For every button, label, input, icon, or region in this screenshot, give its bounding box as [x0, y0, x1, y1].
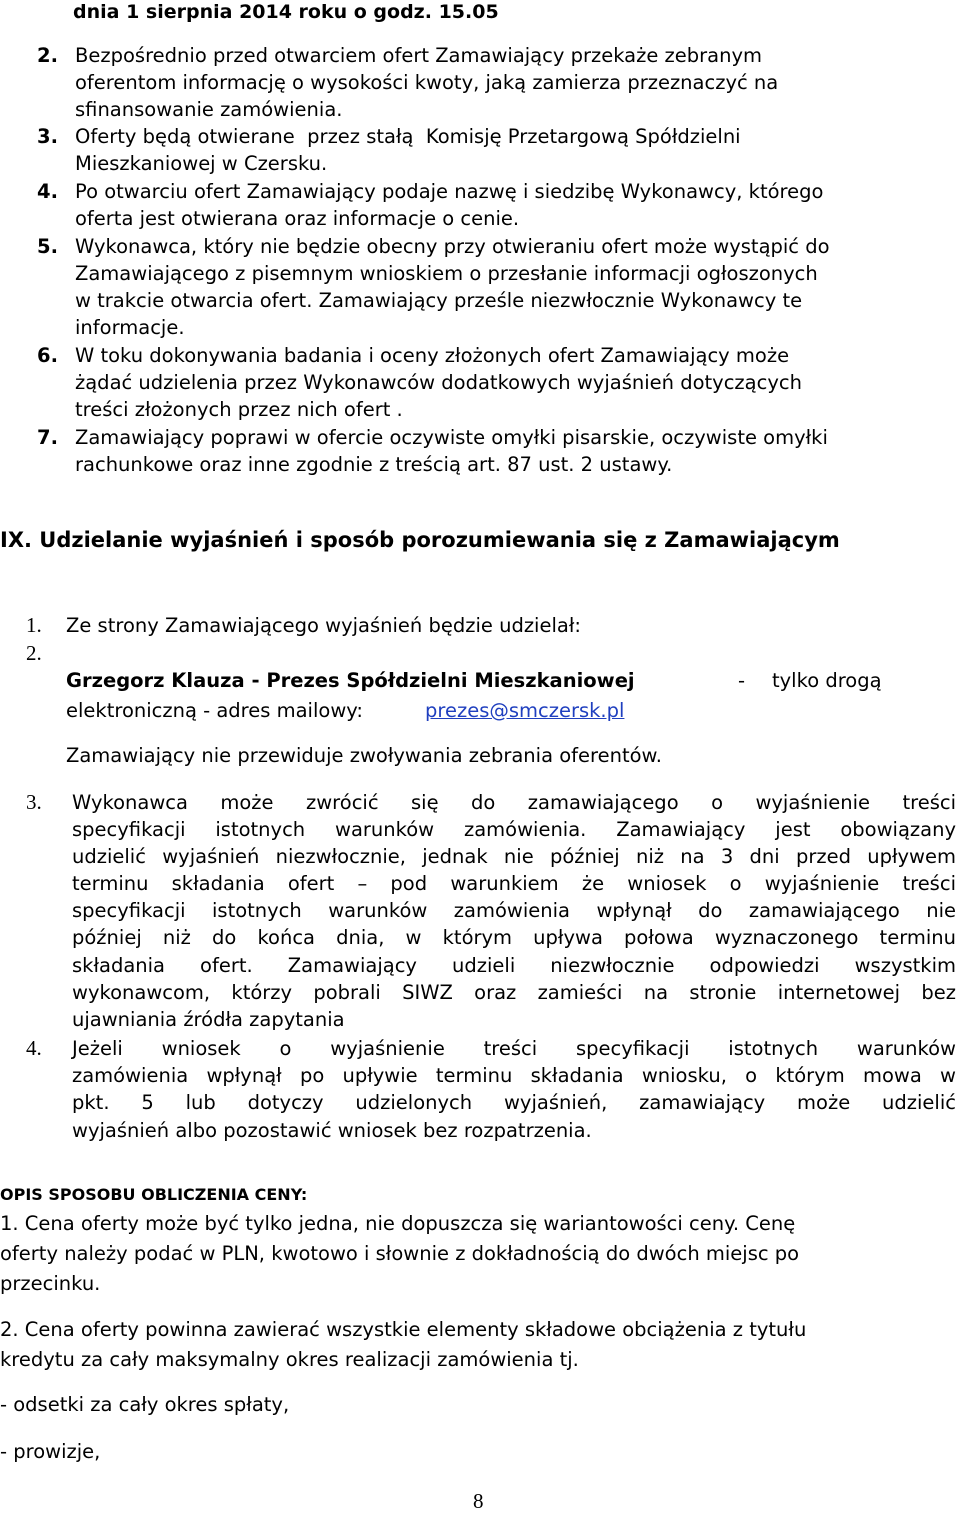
list-item-line: wyjaśnień albo pozostawić wniosek bez rozpatrzenia.: [72, 1119, 592, 1142]
pricing-paragraph-line: 2. Cena oferty powinna zawierać wszystkie elementy składowe obciążenia z tytułu: [0, 1318, 807, 1341]
list-item-line: pkt. 5 lub dotyczy udzielonych wyjaśnień, zamawiający może udzielić: [72, 1091, 956, 1114]
pricing-paragraph-line: przecinku.: [0, 1272, 101, 1295]
pricing-paragraph-line: 1. Cena oferty może być tylko jedna, nie dopuszcza się wariantowości ceny. Cenę: [0, 1212, 796, 1235]
list-item-line: Mieszkaniowej w Czersku.: [75, 152, 328, 175]
list-number: 5.: [37, 235, 58, 258]
date-line: dnia 1 sierpnia 2014 roku o godz. 15.05: [73, 1, 499, 23]
list-item-line: zamówienia wpłynął po upływie terminu składania wniosku, o którym mowa w: [72, 1064, 956, 1087]
list-item-line: specyfikacji istotnych warunków zamówienia. Zamawiający jest obowiązany: [72, 818, 956, 841]
list-number: 2.: [26, 641, 42, 665]
list-number: 6.: [37, 344, 58, 367]
email-link[interactable]: prezes@smczersk.pl: [425, 699, 625, 722]
contact-person: Grzegorz Klauza - Prezes Spółdzielni Mieszkaniowej: [66, 669, 635, 692]
pricing-bullet: - prowizje,: [0, 1440, 101, 1463]
list-item-line: później niż do końca dnia, w którym upływa połowa wyznaczonego terminu: [72, 926, 956, 949]
pricing-paragraph-line: oferty należy podać w PLN, kwotowo i słownie z dokładnością do dwóch miejsc po: [0, 1242, 800, 1265]
list-item-line: Bezpośrednio przed otwarciem ofert Zamawiający przekaże zebranym: [75, 44, 763, 67]
pricing-heading: OPIS SPOSOBU OBLICZENIA CENY:: [0, 1185, 308, 1204]
list-number: 3.: [26, 790, 42, 814]
pricing-paragraph-line: kredytu za cały maksymalny okres realizacji zamówienia tj.: [0, 1348, 579, 1371]
list-item-line: W toku dokonywania badania i oceny złożonych ofert Zamawiający może: [75, 344, 790, 367]
list-item-line: ujawniania źródła zapytania: [72, 1008, 345, 1031]
section-heading: IX. Udzielanie wyjaśnień i sposób porozumiewania się z Zamawiającym: [0, 528, 840, 552]
list-item-line: informacje.: [75, 316, 185, 339]
list-item-line: oferentom informację o wysokości kwoty, jaką zamierza przeznaczyć na: [75, 71, 779, 94]
list-item-line: wykonawcom, którzy pobrali SIWZ oraz zamieści na stronie internetowej bez: [72, 981, 956, 1004]
list-item-line: terminu składania ofert – pod warunkiem że wniosek o wyjaśnienie treści: [72, 872, 956, 895]
contact-electronic: elektroniczną - adres mailowy:: [66, 699, 363, 722]
list-item-line: Zamawiający poprawi w ofercie oczywiste omyłki pisarskie, oczywiste omyłki: [75, 426, 828, 449]
list-item-line: Jeżeli wniosek o wyjaśnienie treści specyfikacji istotnych warunków: [72, 1037, 956, 1060]
list-item-line: Oferty będą otwierane przez stałą Komisję Przetargową Spółdzielni: [75, 125, 741, 148]
list-item-line: Zamawiającego z pisemnym wnioskiem o przesłanie informacji ogłoszonych: [75, 262, 818, 285]
list-item-line: sfinansowanie zamówienia.: [75, 98, 343, 121]
contact-only-way: tylko drogą: [772, 669, 882, 692]
list-item-line: oferta jest otwierana oraz informacje o cenie.: [75, 207, 520, 230]
list-item-line: składania ofert. Zamawiający udzieli niezwłocznie odpowiedzi wszystkim: [72, 954, 956, 977]
contact-intro: Ze strony Zamawiającego wyjaśnień będzie udzielał:: [66, 614, 581, 637]
list-item-line: żądać udzielenia przez Wykonawców dodatkowych wyjaśnień dotyczących: [75, 371, 802, 394]
list-number: 3.: [37, 125, 58, 148]
page-number: 8: [473, 1489, 484, 1513]
contact-dash: -: [738, 669, 746, 692]
list-number: 2.: [37, 44, 58, 67]
list-item-line: Wykonawca może zwrócić się do zamawiającego o wyjaśnienie treści: [72, 791, 956, 814]
list-item-line: Wykonawca, który nie będzie obecny przy otwieraniu ofert może wystąpić do: [75, 235, 830, 258]
list-item-line: treści złożonych przez nich ofert .: [75, 398, 403, 421]
list-item-line: Po otwarciu ofert Zamawiający podaje nazwę i siedzibę Wykonawcy, którego: [75, 180, 824, 203]
list-item-line: specyfikacji istotnych warunków zamówienia wpłynął do zamawiającego nie: [72, 899, 956, 922]
list-item-line: rachunkowe oraz inne zgodnie z treścią art. 87 ust. 2 ustawy.: [75, 453, 673, 476]
list-item-line: w trakcie otwarcia ofert. Zamawiający prześle niezwłocznie Wykonawcy te: [75, 289, 803, 312]
list-number: 4.: [26, 1036, 42, 1060]
list-number: 7.: [37, 426, 58, 449]
list-number: 4.: [37, 180, 58, 203]
list-item-line: udzielić wyjaśnień niezwłocznie, jednak nie później niż na 3 dni przed upływem: [72, 845, 956, 868]
pricing-bullet: - odsetki za cały okres spłaty,: [0, 1393, 290, 1416]
no-meeting-note: Zamawiający nie przewiduje zwoływania zebrania oferentów.: [66, 744, 662, 767]
list-number: 1.: [26, 613, 42, 637]
